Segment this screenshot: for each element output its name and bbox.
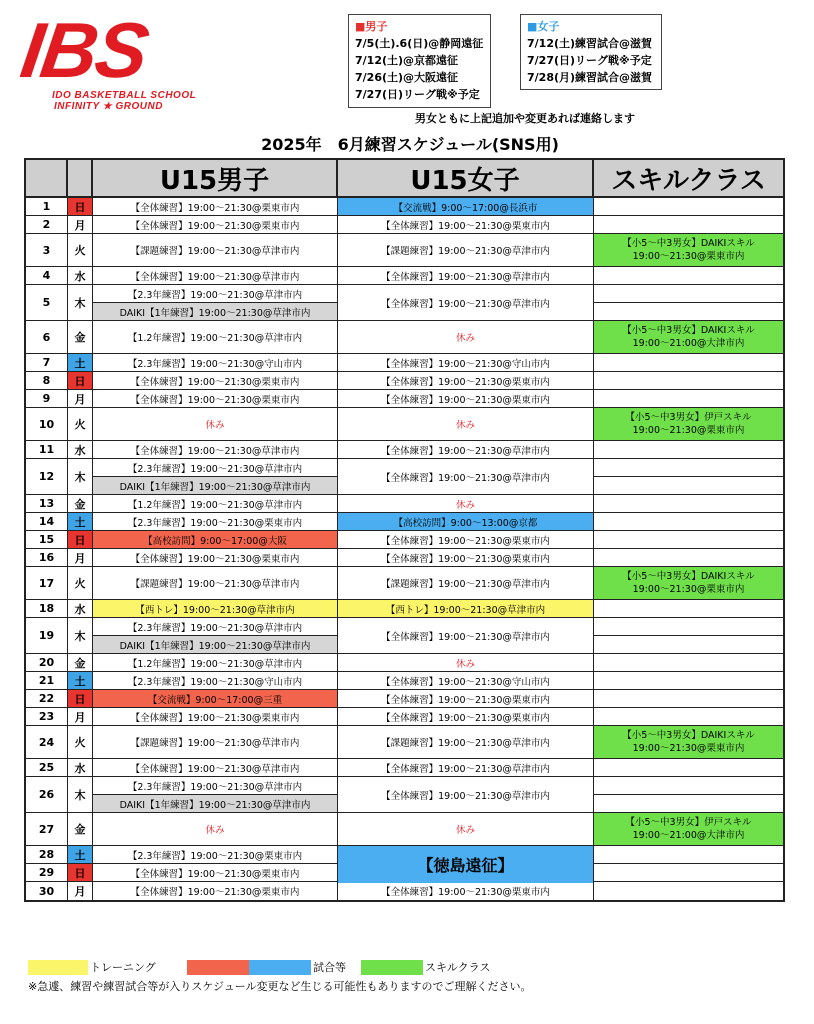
women-schedule: 【全体練習】19:00〜21:30@栗東市内: [338, 390, 594, 407]
weekday-cell: 月: [68, 216, 93, 233]
men-cell: [93, 600, 338, 617]
info-men-line: 7/5(土).6(日)@静岡遠征: [355, 37, 484, 50]
table-row: [26, 882, 783, 900]
men-schedule: 【2.3年練習】19:00〜21:30@栗東市内: [127, 850, 303, 862]
skill-cell: [594, 531, 783, 548]
men-schedule: 【全体練習】19:00〜21:30@栗東市内: [130, 887, 300, 898]
table-row: [26, 216, 783, 234]
table-row: [26, 726, 783, 759]
men-schedule: 【全体練習】19:00〜21:30@栗東市内: [130, 202, 300, 214]
day-cell: 13: [26, 495, 68, 512]
men-cell: [93, 672, 338, 689]
legend: [28, 960, 788, 976]
weekday-cell: 水: [68, 759, 93, 776]
skill-cell: [594, 354, 783, 371]
weekday-cell: 日: [68, 864, 93, 881]
women-schedule: 【全体練習】19:00〜21:30@草津市内: [338, 267, 594, 284]
skill-empty: [594, 777, 783, 794]
women-tokushima-trip: 【徳島遠征】: [338, 846, 594, 883]
men-schedule: 【2.3年練習】19:00〜21:30@草津市内: [127, 463, 303, 475]
women-schedule: 【全体練習】19:00〜21:30@栗東市内: [338, 549, 594, 566]
day-cell: 27: [26, 813, 68, 845]
men-cell: [93, 882, 338, 900]
header-skill: スキルクラス: [594, 160, 783, 196]
women-schedule: 【全体練習】19:00〜21:30@栗東市内: [338, 690, 594, 707]
legend-skill: スキルクラス: [425, 961, 491, 974]
weekday-cell: 日: [68, 531, 93, 548]
men-cell: [93, 390, 338, 407]
weekday-cell: 水: [68, 267, 93, 284]
skill-cell: [594, 459, 783, 494]
day-cell: 5: [26, 285, 68, 320]
men-cell: [93, 708, 338, 725]
table-row: [26, 813, 783, 846]
men-schedule: 【全体練習】19:00〜21:30@草津市内: [130, 445, 300, 457]
weekday-cell: 火: [68, 408, 93, 440]
day-cell: 21: [26, 672, 68, 689]
skill-cell: [594, 513, 783, 530]
men-schedule: 【全体練習】19:00〜21:30@草津市内: [130, 763, 300, 775]
day-cell: 28: [26, 846, 68, 863]
skill-class-title: 【小5〜中3男女】DAIKIスキル: [622, 325, 755, 336]
skill-cell: [594, 408, 783, 440]
men-schedule: 休み: [205, 420, 225, 431]
day-cell: 1: [26, 198, 68, 215]
skill-cell: [594, 441, 783, 458]
women-schedule: 【交流戦】9:00〜17:00@長浜市: [338, 198, 594, 215]
info-women-line: 7/27(日)リーグ戦※予定: [527, 54, 652, 67]
table-row: [26, 672, 783, 690]
men-schedule: DAIKI【1年練習】19:00〜21:30@草津市内: [93, 635, 337, 653]
skill-cell: [594, 672, 783, 689]
men-schedule: 【全体練習】19:00〜21:30@栗東市内: [130, 394, 300, 406]
table-row: [26, 495, 783, 513]
skill-cell: [594, 321, 783, 353]
header-blank-dow: [68, 160, 93, 196]
day-cell: 29: [26, 864, 68, 881]
women-schedule: 【全体練習】19:00〜21:30@栗東市内: [338, 216, 594, 233]
weekday-cell: 木: [68, 618, 93, 653]
women-schedule: 【課題練習】19:00〜21:30@草津市内: [338, 234, 594, 266]
weekday-cell: 土: [68, 672, 93, 689]
table-body: [26, 198, 783, 900]
info-men-line: 7/27(日)リーグ戦※予定: [355, 88, 480, 101]
men-schedule: 【全体練習】19:00〜21:30@栗東市内: [130, 376, 300, 388]
day-cell: 10: [26, 408, 68, 440]
skill-class-time: 19:00〜21:30@栗東市内: [632, 425, 745, 436]
men-schedule: 休み: [205, 825, 225, 836]
legend-swatch-green: [361, 960, 423, 975]
men-cell: [93, 495, 338, 512]
info-men-title: ■男子: [355, 20, 388, 33]
men-cell: [93, 198, 338, 215]
men-schedule: 【全体練習】19:00〜21:30@草津市内: [130, 271, 300, 283]
header-men: U15男子: [93, 160, 338, 196]
schedule-table: [24, 158, 785, 902]
weekday-cell: 水: [68, 600, 93, 617]
skill-class-title: 【小5〜中3男女】DAIKIスキル: [622, 571, 755, 582]
table-row: [26, 267, 783, 285]
skill-empty: [594, 302, 783, 320]
women-schedule: 休み: [338, 654, 594, 671]
weekday-cell: 土: [68, 513, 93, 530]
weekday-cell: 金: [68, 654, 93, 671]
legend-swatch-yellow: [28, 960, 88, 975]
table-header: [26, 160, 783, 198]
weekday-cell: 木: [68, 459, 93, 494]
skill-cell: [594, 759, 783, 776]
day-cell: 24: [26, 726, 68, 758]
men-cell: [93, 846, 338, 863]
weekday-cell: 月: [68, 708, 93, 725]
skill-cell: [594, 567, 783, 599]
women-schedule: 【西トレ】19:00〜21:30@草津市内: [338, 600, 594, 617]
women-schedule: 休み: [338, 495, 594, 512]
skill-cell: [594, 708, 783, 725]
header-women: U15女子: [338, 160, 594, 196]
day-cell: 14: [26, 513, 68, 530]
men-cell: [93, 216, 338, 233]
table-row: [26, 285, 783, 321]
women-schedule: 休み: [338, 408, 594, 440]
logo-line-2: INFINITY ★ GROUND: [54, 101, 163, 112]
women-schedule: 【全体練習】19:00〜21:30@草津市内: [338, 441, 594, 458]
women-schedule: 【全体練習】19:00〜21:30@栗東市内: [338, 372, 594, 389]
skill-cell: [594, 549, 783, 566]
skill-cell: [594, 864, 783, 881]
skill-cell: [594, 600, 783, 617]
skill-empty: [594, 618, 783, 635]
table-row: [26, 690, 783, 708]
day-cell: 16: [26, 549, 68, 566]
table-row: [26, 321, 783, 354]
women-schedule: 【高校訪問】9:00〜13:00@京都: [338, 513, 594, 530]
weekday-cell: 土: [68, 846, 93, 863]
skill-cell: [594, 495, 783, 512]
skill-cell: [594, 618, 783, 653]
men-cell: [93, 408, 338, 440]
men-cell: [93, 690, 338, 707]
men-cell: [93, 267, 338, 284]
table-row: [26, 531, 783, 549]
table-row: [26, 777, 783, 813]
day-cell: 25: [26, 759, 68, 776]
women-schedule: 休み: [338, 321, 594, 353]
skill-cell: [594, 285, 783, 320]
women-schedule: 【全体練習】19:00〜21:30@草津市内: [338, 459, 594, 494]
skill-class-title: 【小5〜中3男女】DAIKIスキル: [622, 730, 755, 741]
skill-cell: [594, 216, 783, 233]
men-cell: [93, 459, 338, 494]
skill-empty: [594, 794, 783, 812]
men-schedule: 【1.2年練習】19:00〜21:30@草津市内: [127, 333, 303, 344]
men-cell: [93, 726, 338, 758]
skill-class-time: 19:00〜21:30@栗東市内: [632, 584, 745, 595]
skill-cell: [594, 813, 783, 845]
men-schedule: DAIKI【1年練習】19:00〜21:30@草津市内: [93, 476, 337, 494]
men-schedule: 【課題練習】19:00〜21:30@草津市内: [130, 579, 300, 590]
men-cell: [93, 618, 338, 653]
men-schedule: 【西トレ】19:00〜21:30@草津市内: [93, 600, 337, 617]
men-cell: [93, 354, 338, 371]
day-cell: 6: [26, 321, 68, 353]
page-title: 2025年 6月練習スケジュール(SNS用): [261, 135, 559, 154]
weekday-cell: 木: [68, 777, 93, 812]
table-row: [26, 759, 783, 777]
table-row: [26, 618, 783, 654]
men-cell: [93, 813, 338, 845]
men-schedule: 【2.3年練習】19:00〜21:30@草津市内: [127, 622, 303, 634]
day-cell: 20: [26, 654, 68, 671]
day-cell: 4: [26, 267, 68, 284]
skill-cell: [594, 777, 783, 812]
weekday-cell: 火: [68, 726, 93, 758]
day-cell: 8: [26, 372, 68, 389]
men-schedule: 【2.3年練習】19:00〜21:30@守山市内: [127, 358, 303, 370]
women-schedule: 休み: [338, 813, 594, 845]
table-row: [26, 408, 783, 441]
men-schedule: DAIKI【1年練習】19:00〜21:30@草津市内: [93, 302, 337, 320]
day-cell: 22: [26, 690, 68, 707]
weekday-cell: 月: [68, 390, 93, 407]
men-schedule: 【2.3年練習】19:00〜21:30@守山市内: [127, 676, 303, 688]
info-men-line: 7/12(土)@京都遠征: [355, 54, 459, 67]
table-row: [26, 441, 783, 459]
day-cell: 26: [26, 777, 68, 812]
skill-cell: [594, 234, 783, 266]
skill-class-time: 19:00〜21:00@大津市内: [632, 830, 745, 841]
table-row: [26, 513, 783, 531]
legend-training: トレーニング: [90, 961, 156, 974]
skill-cell: [594, 390, 783, 407]
skill-class-title: 【小5〜中3男女】伊戸スキル: [625, 817, 752, 828]
women-schedule: 【全体練習】19:00〜21:30@草津市内: [338, 777, 594, 812]
skill-class-time: 19:00〜21:30@栗東市内: [632, 251, 745, 262]
top-note: 男女ともに上記追加や変更あれば連絡します: [415, 112, 635, 125]
skill-cell: [594, 372, 783, 389]
skill-cell: [594, 882, 783, 900]
weekday-cell: 金: [68, 321, 93, 353]
women-schedule: 【全体練習】19:00〜21:30@守山市内: [338, 354, 594, 371]
day-cell: 2: [26, 216, 68, 233]
women-schedule: 【課題練習】19:00〜21:30@草津市内: [338, 726, 594, 758]
men-cell: [93, 567, 338, 599]
weekday-cell: 日: [68, 690, 93, 707]
women-schedule: 【全体練習】19:00〜21:30@草津市内: [338, 759, 594, 776]
ibs-logo: [15, 6, 267, 116]
men-cell: [93, 441, 338, 458]
day-cell: 12: [26, 459, 68, 494]
men-cell: [93, 513, 338, 530]
men-schedule: 【2.3年練習】19:00〜21:30@栗東市内: [127, 517, 303, 529]
women-schedule: 【全体練習】19:00〜21:30@栗東市内: [338, 708, 594, 725]
skill-cell: [594, 267, 783, 284]
day-cell: 7: [26, 354, 68, 371]
men-schedule: 【全体練習】19:00〜21:30@栗東市内: [130, 712, 300, 724]
skill-empty: [594, 635, 783, 653]
table-row: [26, 390, 783, 408]
weekday-cell: 火: [68, 234, 93, 266]
skill-cell: [594, 654, 783, 671]
men-schedule: 【1.2年練習】19:00〜21:30@草津市内: [127, 499, 303, 511]
header-blank: [26, 160, 68, 196]
table-row: [26, 549, 783, 567]
table-row: [26, 354, 783, 372]
legend-swatch-blue: [249, 960, 311, 975]
info-box-men: [348, 14, 491, 108]
men-cell: [93, 777, 338, 812]
day-cell: 15: [26, 531, 68, 548]
info-men-line: 7/26(土)@大阪遠征: [355, 71, 459, 84]
table-row: [26, 234, 783, 267]
women-schedule: 【全体練習】19:00〜21:30@草津市内: [338, 618, 594, 653]
skill-cell: [594, 198, 783, 215]
women-schedule: 【全体練習】19:00〜21:30@草津市内: [338, 285, 594, 320]
table-row: [26, 198, 783, 216]
weekday-cell: 金: [68, 495, 93, 512]
weekday-cell: 土: [68, 354, 93, 371]
skill-cell: [594, 690, 783, 707]
logo-subtitle: [52, 90, 196, 112]
skill-class-time: 19:00〜21:00@大津市内: [632, 338, 745, 349]
men-schedule: 【全体練習】19:00〜21:30@栗東市内: [130, 220, 300, 232]
men-cell: [93, 234, 338, 266]
skill-class-title: 【小5〜中3男女】伊戸スキル: [625, 412, 752, 423]
footnote: ※急遽、練習や練習試合等が入りスケジュール変更など生じる可能性もありますのでご理解ください。: [28, 980, 532, 993]
men-cell: [93, 321, 338, 353]
weekday-cell: 日: [68, 198, 93, 215]
table-row: [26, 567, 783, 600]
skill-empty: [594, 459, 783, 476]
men-cell: [93, 549, 338, 566]
men-schedule: 【課題練習】19:00〜21:30@草津市内: [130, 738, 300, 749]
men-schedule: 【課題練習】19:00〜21:30@草津市内: [130, 246, 300, 257]
day-cell: 3: [26, 234, 68, 266]
women-schedule: 【全体練習】19:00〜21:30@栗東市内: [338, 531, 594, 548]
day-cell: 11: [26, 441, 68, 458]
men-schedule: 【2.3年練習】19:00〜21:30@草津市内: [127, 289, 303, 301]
skill-empty: [594, 476, 783, 494]
skill-class-time: 19:00〜21:30@栗東市内: [632, 743, 745, 754]
men-cell: [93, 654, 338, 671]
weekday-cell: 木: [68, 285, 93, 320]
day-cell: 23: [26, 708, 68, 725]
men-cell: [93, 531, 338, 548]
skill-class-title: 【小5〜中3男女】DAIKIスキル: [622, 238, 755, 249]
info-women-line: 7/28(月)練習試合@滋賀: [527, 71, 653, 84]
weekday-cell: 月: [68, 882, 93, 900]
day-cell: 30: [26, 882, 68, 900]
men-cell: [93, 864, 338, 881]
weekday-cell: 日: [68, 372, 93, 389]
men-cell: [93, 372, 338, 389]
logo-line-1: IDO BASKETBALL SCHOOL: [52, 90, 197, 101]
men-cell: [93, 285, 338, 320]
logo-text: IBS: [15, 6, 153, 94]
legend-swatch-red: [187, 960, 249, 975]
women-schedule: 【全体練習】19:00〜21:30@守山市内: [338, 672, 594, 689]
table-row: [26, 600, 783, 618]
day-cell: 18: [26, 600, 68, 617]
men-schedule: 【高校訪問】9:00〜17:00@大阪: [93, 531, 337, 548]
skill-empty: [594, 285, 783, 302]
weekday-cell: 火: [68, 567, 93, 599]
men-schedule: 【全体練習】19:00〜21:30@栗東市内: [130, 553, 300, 565]
day-cell: 17: [26, 567, 68, 599]
weekday-cell: 月: [68, 549, 93, 566]
men-schedule: 【1.2年練習】19:00〜21:30@草津市内: [127, 658, 303, 670]
weekday-cell: 金: [68, 813, 93, 845]
skill-cell: [594, 726, 783, 758]
women-schedule: 【課題練習】19:00〜21:30@草津市内: [338, 567, 594, 599]
legend-match: 試合等: [313, 961, 346, 974]
women-schedule: 【全体練習】19:00〜21:30@栗東市内: [338, 882, 594, 900]
table-row: [26, 708, 783, 726]
info-box-women: [520, 14, 662, 90]
info-women-title: ■女子: [527, 20, 560, 33]
table-row: [26, 459, 783, 495]
table-row: [26, 654, 783, 672]
men-cell: [93, 759, 338, 776]
men-schedule: DAIKI【1年練習】19:00〜21:30@草津市内: [93, 794, 337, 812]
skill-cell: [594, 846, 783, 863]
info-women-line: 7/12(土)練習試合@滋賀: [527, 37, 653, 50]
weekday-cell: 水: [68, 441, 93, 458]
table-row: [26, 372, 783, 390]
men-schedule: 【2.3年練習】19:00〜21:30@草津市内: [127, 781, 303, 793]
day-cell: 19: [26, 618, 68, 653]
men-schedule: 【全体練習】19:00〜21:30@栗東市内: [130, 868, 300, 880]
day-cell: 9: [26, 390, 68, 407]
men-schedule: 【交流戦】9:00〜17:00@三重: [93, 690, 337, 707]
